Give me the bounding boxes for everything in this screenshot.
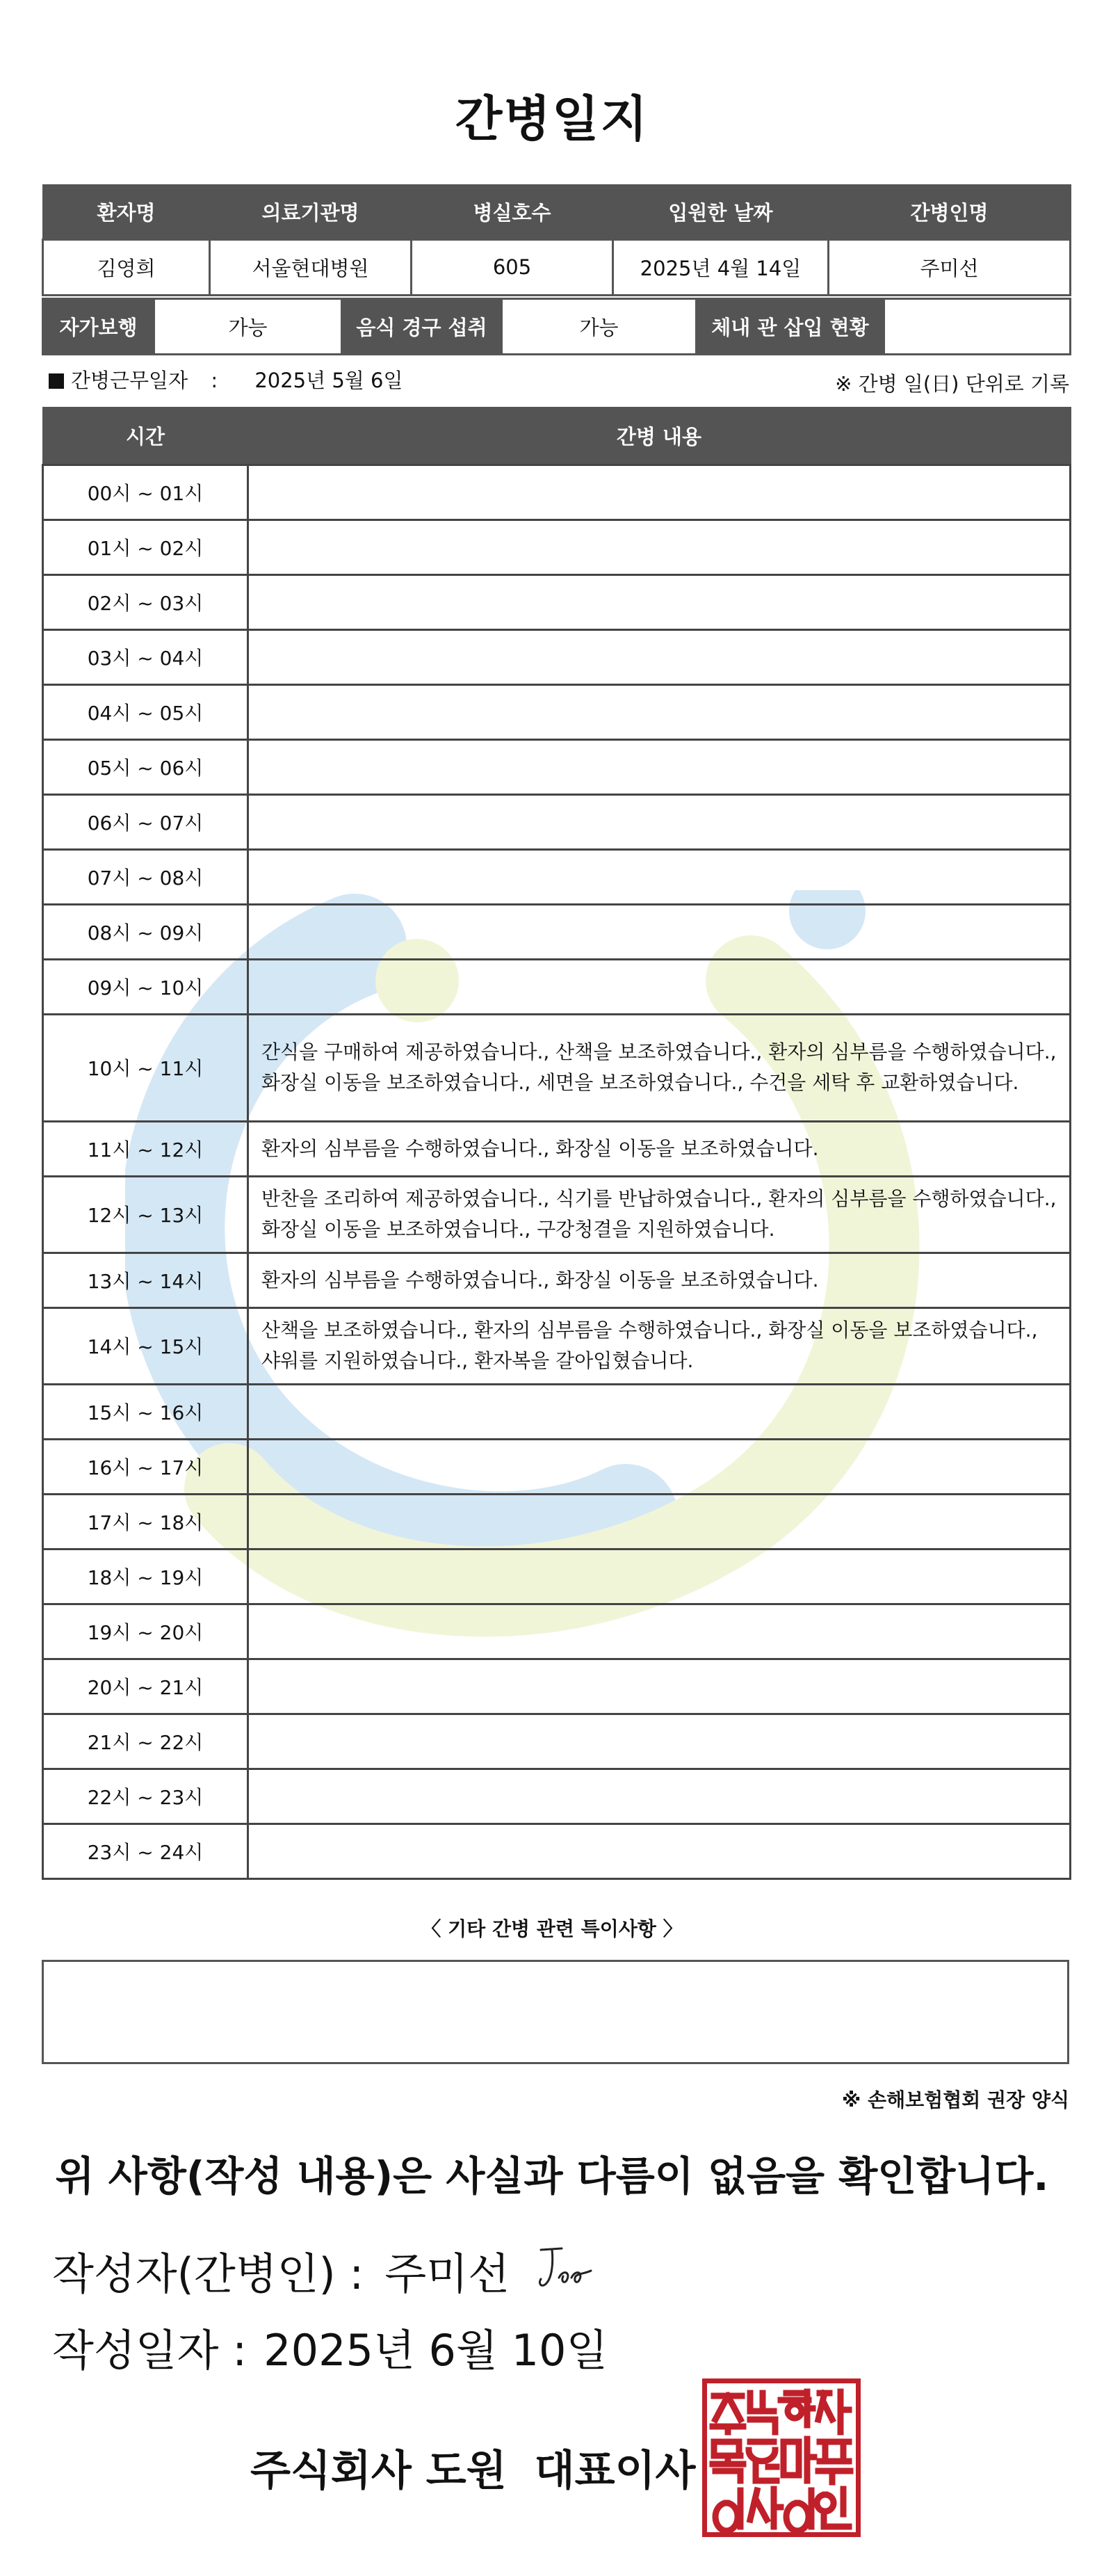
oral-food-label: 음식 경구 섭취 [342,299,502,355]
care-content-cell [248,1714,1071,1769]
patient-info-table [42,184,1071,296]
table-row [43,684,1071,739]
record-note: ※ 간병 일(日) 단위로 기록 [835,372,1069,396]
patient-name-header: 환자명 [43,185,210,239]
writer-name: 주미선 [384,2248,510,2299]
patient-name: 김영희 [43,239,210,295]
care-content-cell: 환자의 심부름을 수행하였습니다., 화장실 이동을 보조하였습니다. [248,1253,1071,1307]
care-content-cell: 반찬을 조리하여 제공하였습니다., 식기를 반납하였습니다., 환자의 심부름을 수행하였습니다., 화장실 이동을 보조하였습니다., 구강청결을 지원하였습니다. [248,1176,1071,1253]
care-content-cell [248,739,1071,794]
care-content-cell [248,574,1071,629]
tube-value [884,299,1071,355]
care-content-cell [248,794,1071,849]
care-content-cell: 산책을 보조하였습니다., 환자의 심부름을 수행하였습니다., 화장실 이동을 보조하였습니다., 샤워를 지원하였습니다., 환자복을 갈아입혔습니다. [248,1307,1071,1384]
time-slot: 09시 ~ 10시 [43,959,248,1014]
square-bullet-icon [49,373,64,389]
time-slot: 04시 ~ 05시 [43,684,248,739]
caregiver-header: 간병인명 [829,185,1071,239]
writer-line [52,2239,510,2301]
table-row [43,1014,1071,1121]
time-slot: 07시 ~ 08시 [43,849,248,904]
duty-date: 2025년 5월 6일 [254,369,403,392]
care-content-cell [248,1769,1071,1824]
document-title: 간병일지 [455,90,649,147]
time-slot: 17시 ~ 18시 [43,1494,248,1549]
care-log-body [43,465,1071,1878]
care-content-cell [248,684,1071,739]
care-content-cell: 환자의 심부름을 수행하였습니다., 화장실 이동을 보조하였습니다. [248,1121,1071,1176]
care-content-cell [248,629,1071,684]
care-content-cell [248,1604,1071,1659]
time-slot: 20시 ~ 21시 [43,1659,248,1714]
time-slot: 02시 ~ 03시 [43,574,248,629]
table-row [43,574,1071,629]
time-slot: 22시 ~ 23시 [43,1769,248,1824]
table-row [43,1659,1071,1714]
write-date: 2025년 6월 10일 [263,2325,608,2376]
care-content-cell [248,959,1071,1014]
tube-label: 체내 관 삽입 현황 [697,299,884,355]
time-slot: 16시 ~ 17시 [43,1439,248,1494]
table-row [43,1549,1071,1604]
care-content-cell [248,1659,1071,1714]
time-slot: 19시 ~ 20시 [43,1604,248,1659]
care-log-table [42,407,1071,1880]
time-slot: 12시 ~ 13시 [43,1176,248,1253]
time-slot: 15시 ~ 16시 [43,1384,248,1439]
time-slot: 00시 ~ 01시 [43,465,248,520]
association-note: ※ 손해보험협회 권장 양식 [842,2088,1069,2111]
company-name: 주식회사 도원 [250,2447,507,2495]
table-row [43,1494,1071,1549]
time-slot: 06시 ~ 07시 [43,794,248,849]
time-slot: 01시 ~ 02시 [43,520,248,574]
other-notes-box [42,1960,1069,2064]
admit-date: 2025년 4월 14일 [613,239,829,295]
table-row [43,959,1071,1014]
table-row [43,849,1071,904]
duty-date-label: 간병근무일자 [71,369,188,392]
write-date-label: 작성일자 : [52,2325,247,2376]
admit-date-header: 입원한 날짜 [613,185,829,239]
table-row [43,1824,1071,1878]
patient-status-table [42,298,1071,355]
write-date-line [52,2316,608,2378]
care-content-cell [248,520,1071,574]
table-row [43,520,1071,574]
time-header: 시간 [43,408,248,465]
company-seal-stamp [702,2378,861,2537]
hospital-header: 의료기관명 [210,185,412,239]
table-row [43,1439,1071,1494]
time-slot: 03시 ~ 04시 [43,629,248,684]
time-slot: 14시 ~ 15시 [43,1307,248,1384]
content-header: 간병 내용 [248,408,1071,465]
writer-label: 작성자(간병인) : [52,2248,364,2299]
table-row [43,1714,1071,1769]
care-log-header-row [43,408,1071,465]
other-notes-title: 〈 기타 간병 관련 특이사항 〉 [421,1917,683,1940]
care-content-cell: 간식을 구매하여 제공하였습니다., 산책을 보조하였습니다., 환자의 심부름을 수행하였습니다., 화장실 이동을 보조하였습니다., 세면을 보조하였습니다., 수건을 세탁 후 교환하였습니다. [248,1014,1071,1121]
care-content-cell [248,1824,1071,1878]
table-row [43,629,1071,684]
time-slot: 05시 ~ 06시 [43,739,248,794]
time-slot: 11시 ~ 12시 [43,1121,248,1176]
self-walk-value: 가능 [154,299,342,355]
hospital-name: 서울현대병원 [210,239,412,295]
time-slot: 18시 ~ 19시 [43,1549,248,1604]
table-row [43,739,1071,794]
care-content-cell [248,1384,1071,1439]
table-row [43,1253,1071,1307]
care-content-cell [248,1494,1071,1549]
company-rep: 대표이사 [534,2447,696,2495]
table-row [43,1769,1071,1824]
time-slot: 10시 ~ 11시 [43,1014,248,1121]
signature-image [535,2243,598,2292]
table-row [43,794,1071,849]
room-header: 병실호수 [412,185,613,239]
table-row [43,1121,1071,1176]
care-content-cell [248,1439,1071,1494]
care-content-cell [248,849,1071,904]
duty-date-separator: : [211,369,218,392]
table-row [43,1176,1071,1253]
time-slot: 08시 ~ 09시 [43,904,248,959]
care-content-cell [248,904,1071,959]
time-slot: 23시 ~ 24시 [43,1824,248,1878]
care-content-cell [248,1549,1071,1604]
self-walk-label: 자가보행 [43,299,154,355]
info-value-row [43,239,1071,295]
table-row [43,465,1071,520]
caregiver-name: 주미선 [829,239,1071,295]
info-header-row [43,185,1071,239]
time-slot: 13시 ~ 14시 [43,1253,248,1307]
table-row [43,904,1071,959]
oral-food-value: 가능 [502,299,697,355]
table-row [43,1307,1071,1384]
confirmation-statement: 위 사항(작성 내용)은 사실과 다름이 없음을 확인합니다. [55,2152,1049,2200]
duty-date-line [49,365,403,394]
time-slot: 21시 ~ 22시 [43,1714,248,1769]
table-row [43,1604,1071,1659]
care-content-cell [248,465,1071,520]
table-row [43,1384,1071,1439]
room-number: 605 [412,239,613,295]
company-line [250,2438,696,2497]
